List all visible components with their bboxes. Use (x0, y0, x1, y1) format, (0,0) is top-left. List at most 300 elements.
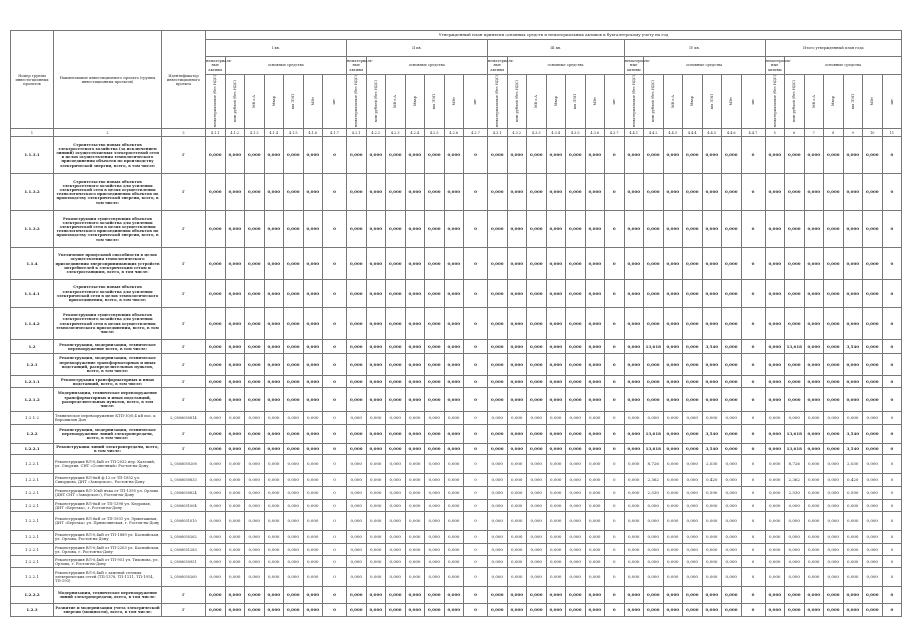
row-value-q4: 0,000 (722, 174, 742, 211)
row-value-q4: 0,000 (624, 556, 644, 568)
header-unit (566, 75, 586, 129)
row-value-q3: 0,000 (566, 376, 586, 388)
row-value-q1: 0,000 (264, 174, 284, 211)
row-value-tot: 0,000 (785, 587, 805, 604)
row-value-q3: 0,000 (546, 604, 566, 617)
header-unit (882, 75, 902, 129)
header-unit (804, 75, 824, 129)
row-value-q2: 0,000 (405, 388, 425, 412)
row-value-q3: 0,000 (585, 376, 605, 388)
column-number: 4.2.5 (425, 129, 445, 137)
header-unit-label: млн рублей (без НДС) (514, 80, 519, 123)
row-value-q2: 0,000 (366, 340, 386, 354)
row-value-tot: 0,000 (843, 500, 863, 512)
row-value-q3: 0,000 (488, 376, 508, 388)
header-unit-label: нематериальные (без НДС) (772, 75, 777, 128)
row-value-q2: 0,000 (366, 556, 386, 568)
row-value-tot: 0,000 (863, 388, 883, 412)
row-value-tot: 0 (882, 174, 902, 211)
row-value-q2: 0,000 (425, 568, 445, 587)
row-value-q1: 0,000 (245, 308, 265, 340)
row-value-tot: 0 (882, 340, 902, 354)
row-value-q4: 0,000 (702, 604, 722, 617)
column-number: 4.4.2 (644, 129, 664, 137)
row-value-q3: 0,000 (488, 444, 508, 455)
row-value-tot: 0,000 (824, 174, 844, 211)
row-value-q4: 0,000 (624, 376, 644, 388)
row-value-q4: 0,000 (722, 500, 742, 512)
row-value-q1: 0 (323, 604, 347, 617)
row-value-q3: 0,000 (507, 388, 527, 412)
row-value-q1: 0,000 (245, 500, 265, 512)
row-value-q1: 0,000 (225, 474, 245, 487)
row-value-q4: 0,000 (683, 280, 703, 308)
row-value-tot: 0,000 (863, 487, 883, 500)
row-code: 1.2.2 (11, 425, 54, 444)
row-value-q1: 0,000 (264, 455, 284, 474)
row-value-q3: 0,000 (585, 544, 605, 556)
row-value-q3: 0,000 (546, 137, 566, 174)
row-value-q3: 0,000 (527, 308, 547, 340)
row-value-q4: 0 (741, 455, 765, 474)
row-value-q2: 0,000 (425, 174, 445, 211)
row-value-q1: 0,000 (245, 587, 265, 604)
header-unit-label: млн рублей (без НДС) (373, 80, 378, 123)
header-unit (444, 75, 464, 129)
row-value-tot: 0,000 (863, 556, 883, 568)
table-row (11, 174, 902, 211)
row-value-q3: 0 (605, 388, 625, 412)
row-value-q2: 0,000 (347, 604, 367, 617)
row-value-q3: 0,000 (527, 280, 547, 308)
row-value-tot: 0,000 (765, 556, 785, 568)
row-value-q4: 0,000 (683, 412, 703, 425)
row-value-tot: 0,000 (843, 604, 863, 617)
row-value-q2: 0,000 (425, 388, 445, 412)
row-value-tot: 0,000 (804, 556, 824, 568)
row-value-q3: 0,000 (566, 412, 586, 425)
row-value-tot: 3,540 (843, 425, 863, 444)
row-value-q1: 0,000 (206, 340, 226, 354)
row-value-q2: 0,000 (444, 376, 464, 388)
table-row (11, 354, 902, 376)
row-value-q4: 0,000 (663, 556, 683, 568)
row-value-tot: 0,000 (804, 500, 824, 512)
column-number: 2 (54, 129, 162, 137)
header-unit (527, 75, 547, 129)
row-value-tot: 0,000 (824, 544, 844, 556)
row-value-tot: 0,000 (804, 455, 824, 474)
row-value-q1: 0,000 (206, 487, 226, 500)
row-value-q4: 0,000 (663, 455, 683, 474)
row-value-q3: 0,000 (585, 556, 605, 568)
row-project-ident: L_0506050260 (162, 568, 206, 587)
row-value-q1: 0,000 (225, 544, 245, 556)
row-value-q3: 0,000 (585, 587, 605, 604)
row-value-tot: 0,000 (843, 568, 863, 587)
row-project-ident: Г (162, 137, 206, 174)
header-fixed-assets: основные средства (366, 57, 488, 75)
row-value-tot: 0,000 (765, 137, 785, 174)
row-value-tot: 0,000 (863, 137, 883, 174)
row-project-name: Модернизация, техническое перевооружение линий электропередачи, всего, в том числе: (54, 587, 162, 604)
row-value-q3: 0,000 (585, 211, 605, 248)
row-value-tot: 0,000 (843, 388, 863, 412)
row-value-q1: 0,000 (245, 280, 265, 308)
row-value-q4: 0,000 (683, 174, 703, 211)
row-value-q4: 0,000 (644, 412, 664, 425)
row-value-q2: 0,000 (347, 388, 367, 412)
row-value-tot: 0,000 (824, 308, 844, 340)
investment-plan-table (10, 30, 902, 617)
table-row (11, 444, 902, 455)
row-value-q3: 0,000 (488, 174, 508, 211)
header-unit-label: км ЛЭП (573, 93, 578, 109)
row-value-q3: 0,000 (507, 587, 527, 604)
row-value-q3: 0,000 (527, 512, 547, 531)
row-value-q2: 0 (464, 388, 488, 412)
row-value-tot: 0 (882, 455, 902, 474)
row-project-name: Реконструкция ВЛ-0,4кВ с заменой сетевых электрических сетей (ТП-1378, ТП-1111, ТП-1914, ТП-193) (54, 568, 162, 587)
row-value-q4: 0,000 (663, 544, 683, 556)
row-code: 1.2.1.2 (11, 412, 54, 425)
row-value-tot: 0,000 (843, 544, 863, 556)
row-value-q1: 0,000 (245, 487, 265, 500)
header-intangible-assets: нематериаль-ные активы (765, 57, 785, 75)
row-value-q4: 0,000 (624, 388, 644, 412)
row-value-tot: 0,000 (863, 444, 883, 455)
row-value-q1: 0,000 (225, 211, 245, 248)
row-value-tot: 0,000 (804, 412, 824, 425)
row-value-q2: 0,000 (444, 568, 464, 587)
row-code: 1.2.1 (11, 354, 54, 376)
row-value-q1: 0,000 (225, 376, 245, 388)
row-value-q4: 3,540 (702, 340, 722, 354)
column-number: 9 (843, 129, 863, 137)
row-value-q2: 0,000 (405, 137, 425, 174)
row-value-q4: 0,420 (702, 474, 722, 487)
row-value-q3: 0 (605, 248, 625, 280)
row-value-q2: 0,000 (425, 308, 445, 340)
row-value-q4: 0 (741, 425, 765, 444)
row-value-q1: 0,000 (264, 412, 284, 425)
row-value-tot: 0,000 (765, 248, 785, 280)
row-value-tot: 0,000 (843, 137, 863, 174)
row-value-q2: 0,000 (405, 354, 425, 376)
row-value-q4: 0,000 (663, 587, 683, 604)
row-value-q2: 0,000 (347, 280, 367, 308)
row-value-tot: 0,000 (863, 308, 883, 340)
table-row (11, 531, 902, 544)
row-value-q4: 0,000 (624, 354, 644, 376)
row-project-name: Увеличение пропускной способности в целях осуществления технологического присоединения энергопринимающих устройств потребителей к электрическим сетям и электростанциям, всего, в том числе: (54, 248, 162, 280)
header-unit (405, 75, 425, 129)
row-value-tot: 0 (882, 544, 902, 556)
row-value-q4: 0,000 (683, 354, 703, 376)
row-value-q1: 0,000 (264, 280, 284, 308)
row-value-q4: 0,000 (702, 137, 722, 174)
row-value-q2: 0,000 (405, 412, 425, 425)
row-value-q3: 0,000 (566, 388, 586, 412)
row-value-q4: 0,000 (702, 544, 722, 556)
header-intangible-assets: нематериаль-ные активы (206, 57, 226, 75)
header-unit (843, 75, 863, 129)
row-value-q2: 0,000 (347, 474, 367, 487)
row-value-q3: 0,000 (566, 544, 586, 556)
row-value-q4: 3,540 (702, 444, 722, 455)
row-value-q4: 13,618 (644, 444, 664, 455)
row-value-q3: 0,000 (507, 376, 527, 388)
header-unit-label: шт. (889, 97, 894, 105)
row-value-q3: 0,000 (527, 211, 547, 248)
row-value-q2: 0,000 (444, 425, 464, 444)
row-value-q3: 0,000 (546, 412, 566, 425)
row-value-tot: 0,000 (804, 444, 824, 455)
row-value-q3: 0,000 (546, 500, 566, 512)
row-value-tot: 0,000 (765, 487, 785, 500)
row-value-q3: 0,000 (488, 388, 508, 412)
row-value-q3: 0,000 (585, 487, 605, 500)
row-value-q4: 0,000 (702, 376, 722, 388)
row-value-tot: 0,000 (843, 531, 863, 544)
row-value-q2: 0,000 (444, 211, 464, 248)
header-unit (264, 75, 284, 129)
row-project-name: Техническое перевооружение КТП-10/0,4 кВ пос. к Ворошилов Дон (54, 412, 162, 425)
row-value-tot: 0,000 (824, 425, 844, 444)
row-value-q3: 0,000 (585, 512, 605, 531)
header-unit (488, 75, 508, 129)
row-value-q2: 0,000 (347, 512, 367, 531)
row-value-q1: 0,000 (206, 354, 226, 376)
row-value-q2: 0,000 (425, 412, 445, 425)
row-project-ident: Г (162, 587, 206, 604)
row-value-q2: 0,000 (444, 474, 464, 487)
header-unit-label: Мвар (690, 96, 695, 107)
row-value-tot: 0,000 (843, 308, 863, 340)
row-value-q2: 0 (464, 604, 488, 617)
row-code: 1.2.1.1 (11, 376, 54, 388)
row-value-q4: 0,000 (722, 388, 742, 412)
row-value-q4: 8,726 (644, 455, 664, 474)
row-value-q2: 0,000 (425, 425, 445, 444)
header-unit (464, 75, 488, 129)
column-number: 4.1.3 (245, 129, 265, 137)
header-unit (225, 75, 245, 129)
row-value-q4: 0,590 (702, 487, 722, 500)
row-value-q2: 0,000 (444, 308, 464, 340)
column-number: 4.1.5 (284, 129, 304, 137)
row-value-q3: 0 (605, 474, 625, 487)
header-unit (741, 75, 765, 129)
row-value-q3: 0,000 (488, 556, 508, 568)
row-value-tot: 0,000 (804, 587, 824, 604)
row-value-q4: 0,000 (722, 340, 742, 354)
row-value-q1: 0,000 (206, 308, 226, 340)
row-value-q3: 0,000 (566, 340, 586, 354)
row-value-tot: 0,000 (843, 211, 863, 248)
row-value-q1: 0,000 (225, 455, 245, 474)
row-value-q3: 0,000 (527, 531, 547, 544)
row-value-q2: 0,000 (425, 248, 445, 280)
row-value-q2: 0,000 (425, 556, 445, 568)
row-value-q4: 0,000 (683, 587, 703, 604)
row-value-q1: 0,000 (225, 308, 245, 340)
row-value-tot: 0,000 (804, 531, 824, 544)
row-value-q4: 0,000 (624, 604, 644, 617)
row-value-tot: 0 (882, 587, 902, 604)
row-value-tot: 0,000 (863, 531, 883, 544)
row-project-ident: L_0506051283 (162, 544, 206, 556)
row-value-tot: 0,000 (765, 376, 785, 388)
row-value-q4: 0,000 (683, 388, 703, 412)
table-row (11, 388, 902, 412)
row-value-q1: 0,000 (284, 340, 304, 354)
row-value-q2: 0,000 (386, 487, 406, 500)
row-value-q1: 0,000 (245, 512, 265, 531)
row-value-q4: 0,000 (663, 604, 683, 617)
row-value-q2: 0,000 (347, 248, 367, 280)
row-value-q4: 0 (741, 248, 765, 280)
row-project-name: Реконструкция ВЛ-0,4кВ от ТП-1889 ул. Каспийская, ул. Орлова, Ростов-на-Дону (54, 531, 162, 544)
row-value-q3: 0 (605, 376, 625, 388)
row-value-q4: 0,000 (702, 568, 722, 587)
row-value-q3: 0 (605, 568, 625, 587)
row-value-q2: 0,000 (386, 211, 406, 248)
header-group-code: Номер группы инвести-ционных проектов (11, 31, 54, 129)
row-value-tot: 0,000 (863, 376, 883, 388)
header-unit-label: Мвар (553, 96, 558, 107)
row-value-q3: 0,000 (546, 340, 566, 354)
row-value-q2: 0,000 (386, 425, 406, 444)
row-value-q4: 0,000 (722, 248, 742, 280)
header-unit (347, 75, 367, 129)
row-value-tot: 0,000 (863, 425, 883, 444)
row-value-q2: 0,000 (366, 248, 386, 280)
row-value-tot: 0,000 (785, 544, 805, 556)
row-value-tot: 0,000 (785, 354, 805, 376)
row-value-q2: 0,000 (425, 280, 445, 308)
row-value-q1: 0 (323, 280, 347, 308)
header-unit-label: км ЛЭП (850, 93, 855, 109)
row-value-q1: 0 (323, 376, 347, 388)
row-value-tot: 0,000 (785, 174, 805, 211)
row-value-q3: 0,000 (488, 500, 508, 512)
table-body (11, 137, 902, 617)
row-project-ident: L_0506050824 (162, 487, 206, 500)
row-value-q1: 0,000 (206, 412, 226, 425)
row-value-tot: 0,000 (863, 568, 883, 587)
row-value-q3: 0,000 (488, 354, 508, 376)
row-value-q4: 0,000 (624, 425, 644, 444)
row-value-q1: 0,000 (206, 544, 226, 556)
row-value-q4: 0,000 (702, 531, 722, 544)
row-value-q1: 0,000 (284, 531, 304, 544)
row-value-q2: 0,000 (347, 556, 367, 568)
row-value-tot: 0,000 (765, 174, 785, 211)
row-value-q2: 0,000 (366, 211, 386, 248)
row-value-q3: 0,000 (566, 425, 586, 444)
row-value-q4: 0,000 (683, 512, 703, 531)
row-value-q4: 0,000 (683, 248, 703, 280)
header-unit-label: МВ×А (393, 94, 398, 108)
row-value-q4: 0,000 (624, 444, 644, 455)
header-unit-label: млн рублей (без НДС) (651, 80, 656, 123)
row-project-ident: L_0506051010 (162, 512, 206, 531)
row-value-q1: 0,000 (303, 174, 323, 211)
row-value-q4: 0,000 (644, 568, 664, 587)
table-row (11, 425, 902, 444)
row-value-q1: 0,000 (284, 487, 304, 500)
row-value-tot: 0,000 (863, 280, 883, 308)
row-value-q1: 0,000 (303, 474, 323, 487)
row-project-ident: Г (162, 308, 206, 340)
row-value-q2: 0,000 (405, 425, 425, 444)
row-value-q4: 0,000 (702, 174, 722, 211)
header-unit (245, 75, 265, 129)
header-unit-label: км ЛЭП (432, 93, 437, 109)
row-value-q4: 0,000 (624, 455, 644, 474)
row-code: 1.2.2.1 (11, 500, 54, 512)
row-value-q4: 0,000 (644, 248, 664, 280)
header-fixed-assets: основные средства (785, 57, 902, 75)
row-value-q1: 0,000 (284, 174, 304, 211)
row-value-q4: 0,000 (702, 412, 722, 425)
row-value-q1: 0 (323, 137, 347, 174)
row-value-q3: 0,000 (527, 587, 547, 604)
row-project-name: Реконструкция ВЛ-0,4кВ от ТП-2203 ул. Каспийская, ул. Орлова, г. Ростов-на-Дону (54, 544, 162, 556)
row-value-q1: 0,000 (284, 455, 304, 474)
row-value-tot: 0,000 (863, 512, 883, 531)
row-value-q3: 0,000 (527, 137, 547, 174)
row-value-q2: 0 (464, 455, 488, 474)
row-value-q3: 0 (605, 544, 625, 556)
row-value-q4: 0,000 (644, 544, 664, 556)
table-row (11, 604, 902, 617)
column-number: 5 (765, 129, 785, 137)
row-value-q1: 0,000 (303, 137, 323, 174)
row-value-tot: 0,000 (804, 376, 824, 388)
row-project-name: Реконструкция ВЛ-6кВ ф.12 от ТП-1852 ул. Скворцова, ДНТ «Заводское», Ростов-на-Дону (54, 474, 162, 487)
row-value-q4: 0,000 (624, 487, 644, 500)
row-value-q2: 0,000 (444, 587, 464, 604)
row-value-q4: 0,000 (644, 211, 664, 248)
row-value-q3: 0,000 (585, 444, 605, 455)
row-value-q1: 0,000 (264, 425, 284, 444)
row-value-q4: 0,000 (663, 354, 683, 376)
row-value-q4: 0,000 (663, 500, 683, 512)
row-value-q2: 0,000 (366, 376, 386, 388)
row-value-tot: 0,000 (824, 556, 844, 568)
row-value-q2: 0,000 (405, 500, 425, 512)
row-value-q1: 0,000 (225, 568, 245, 587)
header-total-year: Итого утвержденный план года (765, 40, 902, 57)
header-quarter-2: II кв. (347, 40, 488, 57)
row-value-q4: 13,618 (644, 340, 664, 354)
row-value-tot: 0,000 (765, 568, 785, 587)
row-value-q2: 0,000 (405, 280, 425, 308)
row-value-q1: 0,000 (284, 474, 304, 487)
row-value-q1: 0,000 (245, 211, 265, 248)
header-unit-label: МВ×А (670, 94, 675, 108)
row-value-q4: 0 (741, 354, 765, 376)
row-value-tot: 0,000 (765, 354, 785, 376)
row-value-q1: 0,000 (225, 174, 245, 211)
row-code: 1.1.4.2 (11, 308, 54, 340)
column-number: 4.4.3 (663, 129, 683, 137)
row-value-q2: 0 (464, 137, 488, 174)
row-value-q1: 0,000 (206, 425, 226, 444)
row-value-q3: 0,000 (546, 556, 566, 568)
